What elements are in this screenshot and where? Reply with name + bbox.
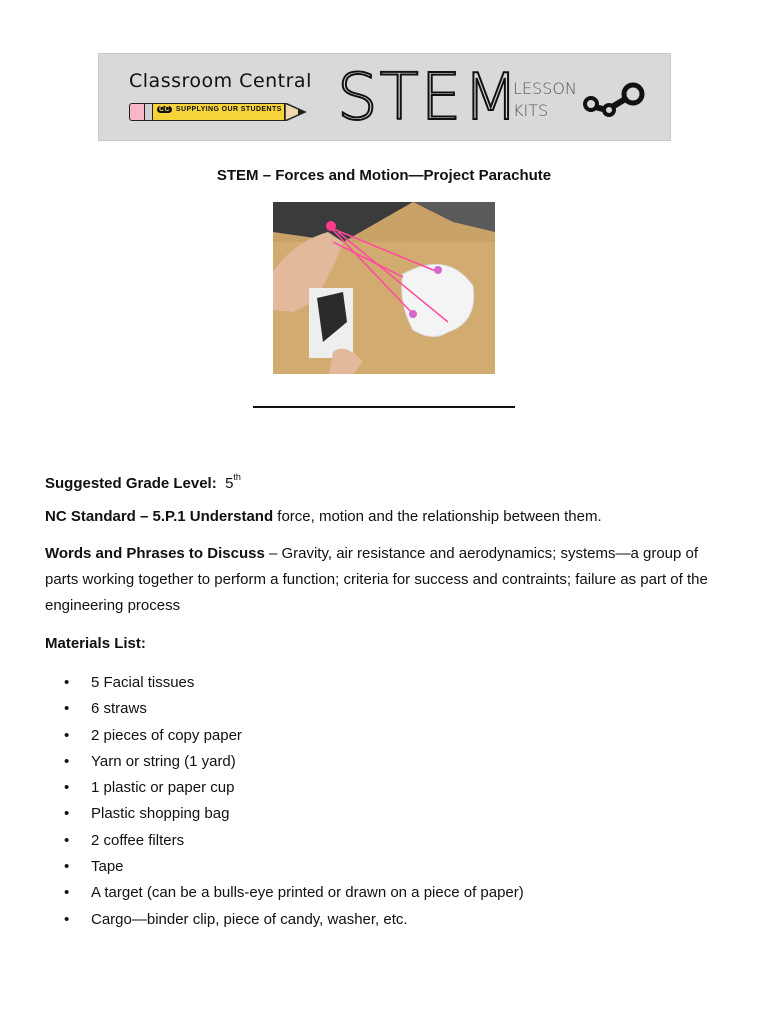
list-item: • 2 pieces of copy paper bbox=[64, 723, 524, 749]
list-item: • 5 Facial tissues bbox=[64, 670, 524, 696]
parachute-photo bbox=[273, 202, 495, 374]
list-item: • Yarn or string (1 yard) bbox=[64, 749, 524, 775]
stem-wordmark: STEM bbox=[337, 61, 521, 135]
lesson-text: LESSON bbox=[513, 79, 577, 98]
grade-suffix: th bbox=[233, 472, 241, 482]
standard-label: NC Standard – 5.P.1 Understand bbox=[45, 508, 274, 525]
pencil-band bbox=[145, 103, 153, 121]
words-text: – Gravity, air resistance and aerodynamics; systems—a group of parts working together to perform a function; criteria for success and contraints; failure as part of the engineering process bbox=[45, 545, 708, 614]
pencil-logo bbox=[129, 103, 309, 121]
standard-line bbox=[45, 504, 735, 530]
document-title: STEM – Forces and Motion—Project Parachute bbox=[216, 167, 552, 184]
list-item: • 6 straws bbox=[64, 696, 524, 722]
list-item: • 1 plastic or paper cup bbox=[64, 775, 524, 801]
materials-list bbox=[64, 670, 524, 933]
underline-rule bbox=[253, 406, 515, 408]
cc-badge: CC bbox=[159, 106, 170, 113]
words-label: Words and Phrases to Discuss bbox=[45, 545, 265, 562]
list-item: • 2 coffee filters bbox=[64, 828, 524, 854]
pencil-tip-icon bbox=[285, 103, 307, 121]
molecule-logo-icon bbox=[583, 80, 649, 120]
list-item: • Tape bbox=[64, 854, 524, 880]
standard-text: force, motion and the relationship between them. bbox=[273, 508, 602, 525]
list-item: • Cargo—binder clip, piece of candy, washer, etc. bbox=[64, 907, 524, 933]
list-item: • A target (can be a bulls-eye printed or drawn on a piece of paper) bbox=[64, 880, 524, 906]
lesson-kits-label bbox=[513, 78, 577, 122]
header-banner bbox=[98, 53, 671, 141]
grade-value: 5 bbox=[225, 475, 234, 492]
grade-label: Suggested Grade Level: bbox=[45, 475, 217, 492]
words-phrases-paragraph bbox=[45, 541, 735, 619]
materials-heading: Materials List: bbox=[45, 635, 146, 652]
tagline-text: SUPPLYING OUR STUDENTS bbox=[175, 106, 282, 113]
brand-name: Classroom Central bbox=[129, 70, 312, 92]
list-item: • Plastic shopping bag bbox=[64, 801, 524, 827]
grade-level-line bbox=[45, 466, 735, 497]
pencil-eraser bbox=[129, 103, 145, 121]
pencil-tagline bbox=[157, 106, 282, 113]
kits-text: KITS bbox=[513, 101, 549, 120]
